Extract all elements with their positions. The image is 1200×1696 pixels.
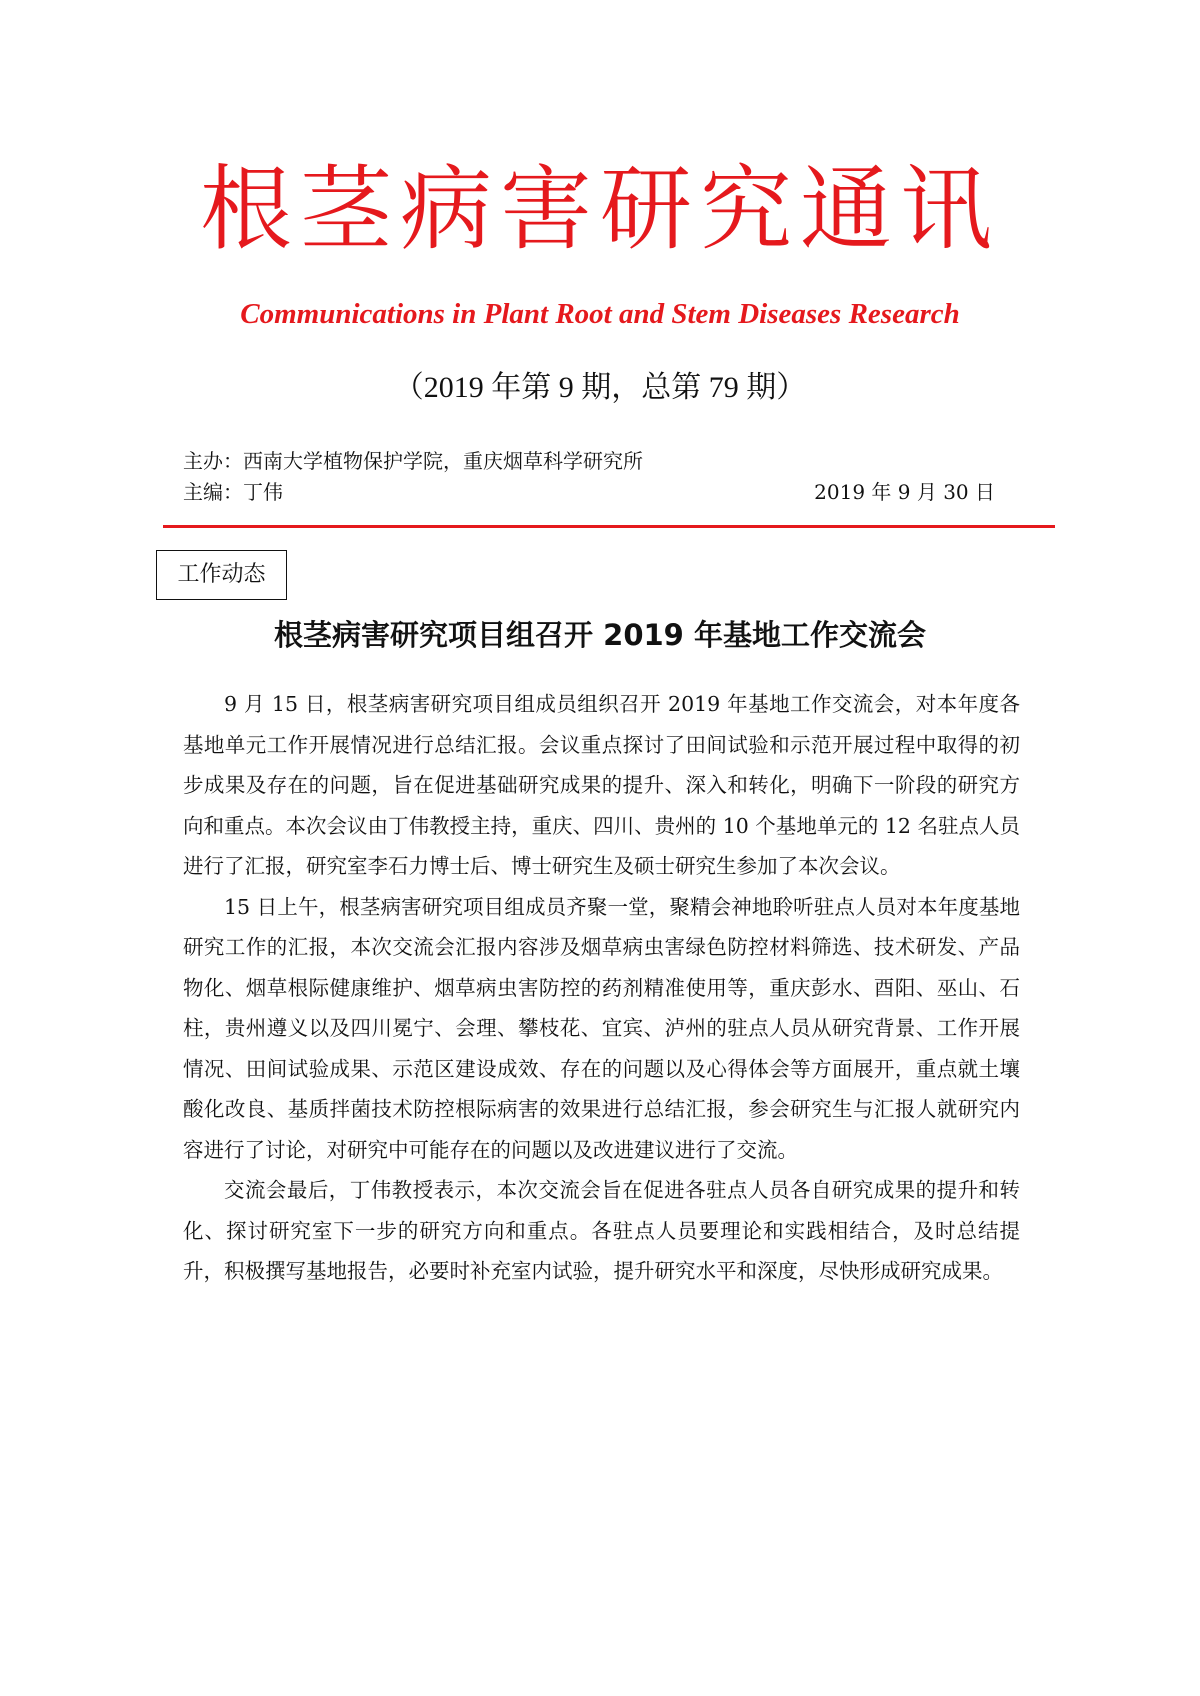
article-paragraph: 交流会最后，丁伟教授表示，本次交流会旨在促进各驻点人员各自研究成果的提升和转化、探讨研究室下一步的研究方向和重点。各驻点人员要理论和实践相结合，及时总结提升，积极撰写基地报告，必要时补充室内试验，提升研究水平和深度，尽快形成研究成果。 xyxy=(183,1178,1020,1283)
publish-date: 2019 年 9 月 30 日 xyxy=(814,480,995,504)
article-paragraph: 15 日上午，根茎病害研究项目组成员齐聚一堂，聚精会神地聆听驻点人员对本年度基地研究工作的汇报，本次交流会汇报内容涉及烟草病虫害绿色防控材料筛选、技术研发、产品物化、烟草根际健康维护、烟草病虫害防控的药剂精准使用等，重庆彭水、酉阳、巫山、石柱，贵州遵义以及四川冕宁、会理、攀枝花、宜宾、泸州的驻点人员从研究背景、工作开展情况、田间试验成果、示范区建设成效、存在的问题以及心得体会等方面展开，重点就土壤酸化改良、基质拌菌技术防控根际病害的效果进行总结汇报，参会研究生与汇报人就研究内容进行了讨论，对研究中可能存在的问题以及改进建议进行了交流。 xyxy=(183,894,1020,1162)
header-divider xyxy=(163,525,1055,528)
article-title: 根茎病害研究项目组召开 2019 年基地工作交流会 xyxy=(274,618,926,652)
editor-row xyxy=(183,477,995,507)
article-body xyxy=(183,684,1020,1292)
newsletter-english-title: Communications in Plant Root and Stem Diseases Research xyxy=(240,298,960,330)
section-label: 工作动态 xyxy=(156,550,287,600)
article-paragraph: 9 月 15 日，根茎病害研究项目组成员组织召开 2019 年基地工作交流会，对本年度各基地单元工作开展情况进行总结汇报。会议重点探讨了田间试验和示范开展过程中取得的初步成果及存在的问题，旨在促进基础研究成果的提升、深入和转化，明确下一阶段的研究方向和重点。本次会议由丁伟教授主持，重庆、四川、贵州的 10 个基地单元的 12 名驻点人员进行了汇报，研究室李石力博士后、博士研究生及硕士研究生参加了本次会议。 xyxy=(183,692,1020,878)
editor-line: 主编：丁伟 xyxy=(183,480,283,504)
newsletter-title: 根茎病害研究通讯 xyxy=(199,156,1000,263)
sponsor-line: 主办：西南大学植物保护学院，重庆烟草科学研究所 xyxy=(183,449,643,473)
issue-number: （2019 年第 9 期，总第 79 期） xyxy=(393,371,807,404)
